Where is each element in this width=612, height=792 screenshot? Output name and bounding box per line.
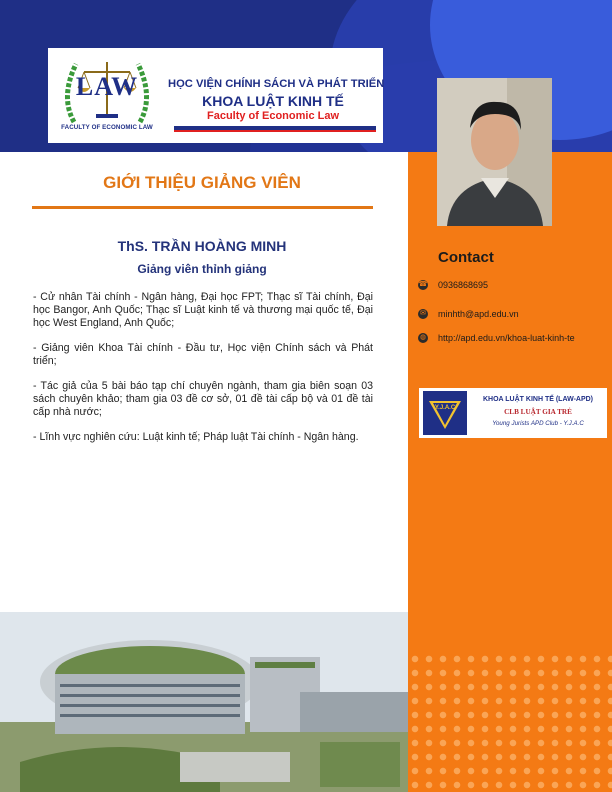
phone-number[interactable]: 0936868695 bbox=[438, 280, 489, 290]
faculty-logo-banner bbox=[48, 48, 383, 143]
faculty-name-vn: KHOA LUẬT KINH TẾ bbox=[202, 93, 344, 109]
contact-title: Contact bbox=[438, 249, 494, 266]
website-link[interactable]: http://apd.edu.vn/khoa-luat-kinh-te bbox=[438, 333, 575, 343]
bio-paragraph: - Tác giả của 5 bài báo tạp chí chuyên ngành, tham gia biên soạn 03 sách chuyên khảo; tham gia 03 đề cơ sở, 01 đề tài cấp bộ và 01 đề tài cấp nhà nước; bbox=[33, 380, 373, 418]
email-address[interactable]: minhth@apd.edu.vn bbox=[438, 309, 519, 319]
logo-initials: LAW bbox=[75, 72, 139, 101]
email-icon: ✉ bbox=[418, 309, 428, 319]
lecturer-bio bbox=[33, 291, 373, 456]
lecturer-portrait bbox=[437, 78, 552, 226]
globe-icon: ◍ bbox=[419, 334, 427, 341]
logo-caption: FACULTY OF ECONOMIC LAW bbox=[61, 124, 153, 131]
side-panel bbox=[408, 152, 612, 792]
lecturer-name: ThS. TRẦN HOÀNG MINH bbox=[117, 238, 287, 254]
club-logo-text: Y.J.A.C bbox=[434, 405, 456, 411]
phone-icon: ☎ bbox=[418, 281, 428, 288]
club-name-en: Young Jurists APD Club - Y.J.A.C bbox=[492, 420, 584, 427]
logo-divider bbox=[174, 126, 376, 132]
bio-paragraph: - Giảng viên Khoa Tài chính - Đầu tư, Học viện Chính sách và Phát triển; bbox=[33, 342, 373, 367]
bio-paragraph: - Cử nhân Tài chính - Ngân hàng, Đại học FPT; Thạc sĩ Tài chính, Đại học Bangor, Anh Quốc; Thạc sĩ Luật kinh tế và thương mại quốc tế, Đại học West England, Anh Quốc; bbox=[33, 291, 373, 329]
institute-name: HỌC VIỆN CHÍNH SÁCH VÀ PHÁT TRIỂN bbox=[168, 78, 385, 90]
dot-pattern bbox=[408, 652, 612, 792]
club-name-vn: CLB LUẬT GIA TRẺ bbox=[504, 408, 572, 416]
club-faculty-name: KHOA LUẬT KINH TẾ (LAW-APD) bbox=[482, 396, 594, 403]
club-banner bbox=[419, 388, 607, 438]
bio-paragraph: - Lĩnh vực nghiên cứu: Luật kinh tế; Pháp luật Tài chính - Ngân hàng. bbox=[33, 431, 359, 443]
lecturer-role: Giảng viên thỉnh giảng bbox=[137, 262, 267, 276]
faculty-name-en: Faculty of Economic Law bbox=[206, 110, 340, 122]
campus-building-image bbox=[0, 612, 408, 792]
section-divider bbox=[32, 206, 373, 209]
section-title: GIỚI THIỆU GIẢNG VIÊN bbox=[103, 173, 301, 192]
club-logo-icon bbox=[423, 391, 467, 435]
